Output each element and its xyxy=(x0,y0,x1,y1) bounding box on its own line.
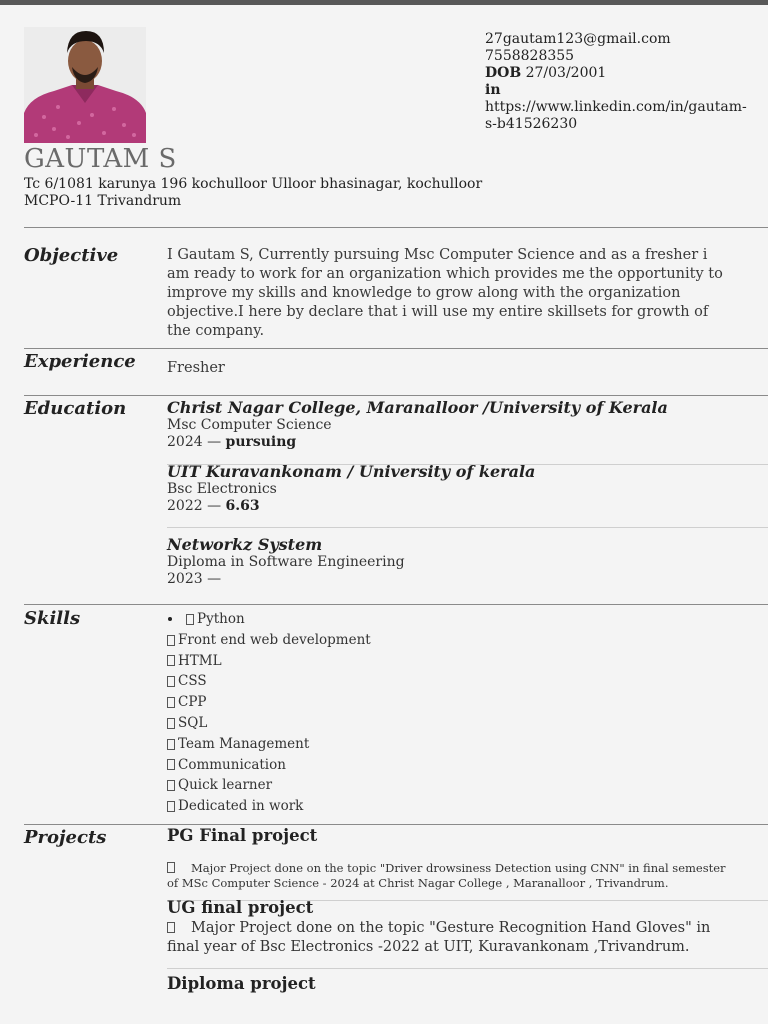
skill-item: Communication xyxy=(167,755,371,776)
objective-heading: Objective xyxy=(24,245,119,266)
bullet-icon xyxy=(168,617,172,621)
skill-glyph-icon xyxy=(167,739,175,750)
phone-text: 7558828355 xyxy=(485,48,575,64)
skill-glyph-icon xyxy=(167,635,175,646)
section-divider xyxy=(24,227,768,228)
experience-text: Fresher xyxy=(167,360,225,376)
section-divider xyxy=(24,348,768,349)
dob-value: 27/03/2001 xyxy=(521,65,607,81)
skill-glyph-icon xyxy=(186,614,194,625)
education-year: 2024 — pursuing xyxy=(167,434,297,450)
entry-divider xyxy=(167,527,768,528)
dob-label: DOB xyxy=(485,65,522,81)
education-result: pursuing xyxy=(225,434,297,450)
project-title: UG final project xyxy=(167,898,314,917)
skill-glyph-icon xyxy=(167,801,175,812)
linkedin-link[interactable]: https://www.linkedin.com/in/gautam- s-b41526230 xyxy=(485,99,747,132)
project-title: Diploma project xyxy=(167,974,316,993)
section-divider xyxy=(24,604,768,605)
skill-item: Front end web development xyxy=(167,630,371,651)
email-text: 27gautam123@gmail.com xyxy=(485,31,671,47)
dob-line xyxy=(485,65,755,82)
entry-divider xyxy=(167,968,768,969)
institution-name: UIT Kuravankonam / University of kerala xyxy=(167,462,536,481)
education-entry xyxy=(167,462,767,515)
objective-text: I Gautam S, Currently pursuing Msc Computer Science and as a fresher i am ready to work for an organization which provides me the opportunity to improve my skills and knowledge to grow along with the organization objective.I here by declare that i will use my entire skillsets for growth of the company. xyxy=(167,247,723,339)
skill-glyph-icon xyxy=(167,780,175,791)
skill-item: Team Management xyxy=(167,734,371,755)
skill-item: Quick learner xyxy=(167,775,371,796)
top-accent-bar xyxy=(0,0,768,5)
education-entry xyxy=(167,398,767,451)
contact-info xyxy=(485,31,755,133)
section-divider xyxy=(24,395,768,396)
skill-glyph-icon xyxy=(167,655,175,666)
section-divider xyxy=(24,824,768,825)
project-title: PG Final project xyxy=(167,826,318,845)
profile-photo xyxy=(24,27,146,143)
skill-item: CSS xyxy=(167,671,371,692)
address-text: Tc 6/1081 karunya 196 kochulloor Ulloor bhasinagar, kochulloor MCPO-11 Trivandrum xyxy=(24,176,483,209)
skill-item: CPP xyxy=(167,692,371,713)
skill-glyph-icon xyxy=(167,676,175,687)
skills-heading: Skills xyxy=(24,608,81,629)
projects-heading: Projects xyxy=(24,827,107,848)
skill-item: Dedicated in work xyxy=(167,796,371,817)
skill-glyph-icon xyxy=(167,759,175,770)
skill-glyph-icon xyxy=(167,718,175,729)
education-year: 2022 — 6.63 xyxy=(167,498,260,514)
degree-name: Msc Computer Science xyxy=(167,417,332,433)
skill-item: HTML xyxy=(167,651,371,672)
project-glyph-icon xyxy=(167,862,175,873)
institution-name: Christ Nagar College, Maranalloor /University of Kerala xyxy=(167,398,668,417)
project-description: Major Project done on the topic "Driver drowsiness Detection using CNN" in final semester of MSc Computer Science - 2024 at Christ Nagar College , Maranalloor , Trivandrum. xyxy=(167,861,726,890)
degree-name: Diploma in Software Engineering xyxy=(167,554,405,570)
education-year: 2023 — xyxy=(167,571,222,587)
education-result: 6.63 xyxy=(225,498,260,514)
education-entry xyxy=(167,535,767,588)
experience-heading: Experience xyxy=(24,351,136,372)
skill-item: Python xyxy=(167,609,371,630)
institution-name: Networkz System xyxy=(167,535,323,554)
skill-item: SQL xyxy=(167,713,371,734)
project-description: Major Project done on the topic "Gesture Recognition Hand Gloves" in final year of Bsc Electronics -2022 at UIT, Kuravankonam ,Trivandrum. xyxy=(167,920,711,955)
degree-name: Bsc Electronics xyxy=(167,481,277,497)
skill-glyph-icon xyxy=(167,697,175,708)
skills-list xyxy=(167,609,371,817)
linkedin-icon: in xyxy=(485,82,501,98)
education-heading: Education xyxy=(24,398,127,419)
project-glyph-icon xyxy=(167,922,175,933)
candidate-name: GAUTAM S xyxy=(24,144,177,174)
